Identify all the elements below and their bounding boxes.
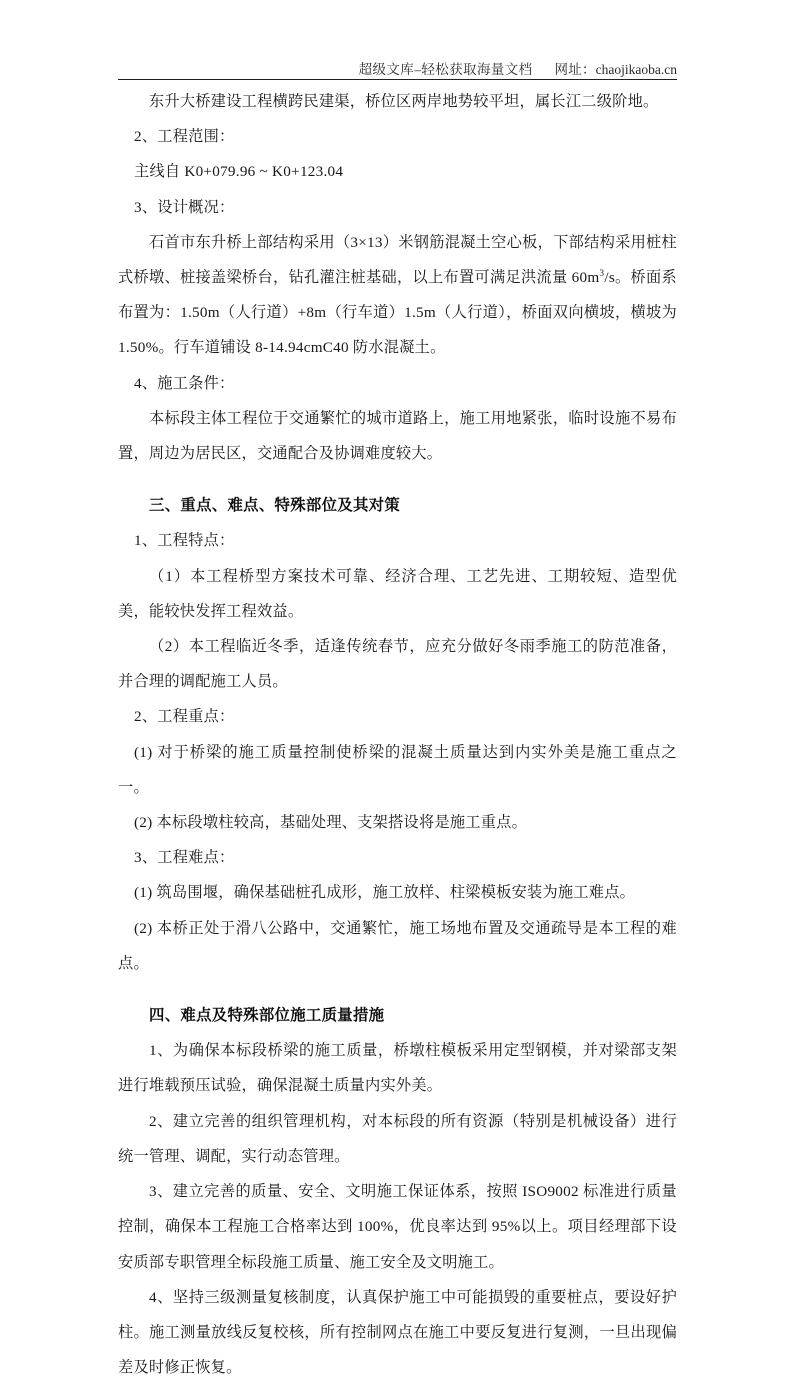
paragraph-difficulty-2: (2) 本桥正处于滑八公路中，交通繁忙，施工场地布置及交通疏导是本工程的难点。 [118,919,677,972]
heading-construction-conditions: 4、施工条件： [134,374,235,392]
paragraph-measure-2: 2、建立完善的组织管理机构，对本标段的所有资源（特别是机械设备）进行统一管理、调配，实行动态管理。 [118,1112,677,1165]
document-body [118,84,677,1385]
heading-project-scope: 2、工程范围： [134,128,235,146]
header-url-value: chaojikaoba.cn [595,62,677,77]
paragraph-measure-3: 3、建立完善的质量、安全、文明施工保证体系，按照 ISO9002 标准进行质量控制，确保本工程施工合格率达到 100%，优良率达到 95%以上。项目经理部下设安质部专职管理全标段施工质量、施工安全及文明施工。 [118,1183,677,1271]
paragraph-design-details [118,225,677,366]
paragraph-measure-4: 4、坚持三级测量复核制度，认真保护施工中可能损毁的重要桩点，要设好护柱。施工测量放线反复校核，所有控制网点在施工中要反复进行复测，一旦出现偏差及时修正恢复。 [118,1288,677,1377]
paragraph-keypoint-1: (1) 对于桥梁的施工质量控制使桥梁的混凝土质量达到内实外美是施工重点之一。 [118,743,677,796]
design-text-part-1: 石首市东升桥上部结构采用（3×13）米钢筋混凝土空心板，下部结构采用桩柱式桥墩、桩接盖梁桥台，钻孔灌注桩基础，以上布置可满足洪流量 60m [118,233,677,287]
header-url-group [555,58,677,78]
page-header-watermark [118,52,677,78]
paragraph-project-range: 主线自 K0+079.96 ~ K0+123.04 [134,163,344,181]
paragraph-construction-conditions: 本标段主体工程位于交通繁忙的城市道路上，施工用地紧张，临时设施不易布置，周边为居民区，交通配合及协调难度较大。 [118,409,677,463]
paragraph-feature-1: （1）本工程桥型方案技术可靠、经济合理、工艺先进、工期较短、造型优美，能较快发挥工程效益。 [118,567,677,620]
heading-project-difficulties: 3、工程难点： [134,849,235,867]
header-url-label: 网址： [554,62,596,77]
heading-project-features: 1、工程特点： [134,532,235,550]
section-spacer-before-heading-3 [118,471,677,488]
design-text-part-2: /s。桥面系布置为：1.50m（人行道）+8m（行车道）1.5m（人行道），桥面双向横坡，横坡为 1.50%。行车道铺设 8-14.94cmC40 防水混凝土。 [118,269,677,357]
header-brand-text: 超级文库–轻松获取海量文档 [358,62,533,77]
cubic-meter-superscript: 3 [599,268,605,279]
section-spacer-before-heading-4 [118,981,677,998]
paragraph-site-description: 东升大桥建设工程横跨民建渠，桥位区两岸地势较平坦，属长江二级阶地。 [149,93,659,110]
heading-design-overview: 3、设计概况： [134,198,235,216]
heading-project-keypoints: 2、工程重点： [134,708,235,726]
paragraph-feature-2: （2）本工程临近冬季，适逢传统春节，应充分做好冬雨季施工的防范准备，并合理的调配施工人员。 [118,638,677,691]
header-divider-rule [118,79,677,80]
section-heading-four: 四、难点及特殊部位施工质量措施 [149,1007,385,1025]
paragraph-difficulty-1: (1) 筑岛围堰，确保基础桩孔成形，施工放样、柱梁模板安装为施工难点。 [134,884,636,902]
section-heading-three: 三、重点、难点、特殊部位及其对策 [149,497,401,515]
paragraph-keypoint-2: (2) 本标段墩柱较高，基础处理、支架搭设将是施工重点。 [134,814,528,832]
paragraph-measure-1: 1、为确保本标段桥梁的施工质量，桥墩柱模板采用定型钢模，并对梁部支架进行堆载预压试验，确保混凝土质量内实外美。 [118,1042,677,1095]
